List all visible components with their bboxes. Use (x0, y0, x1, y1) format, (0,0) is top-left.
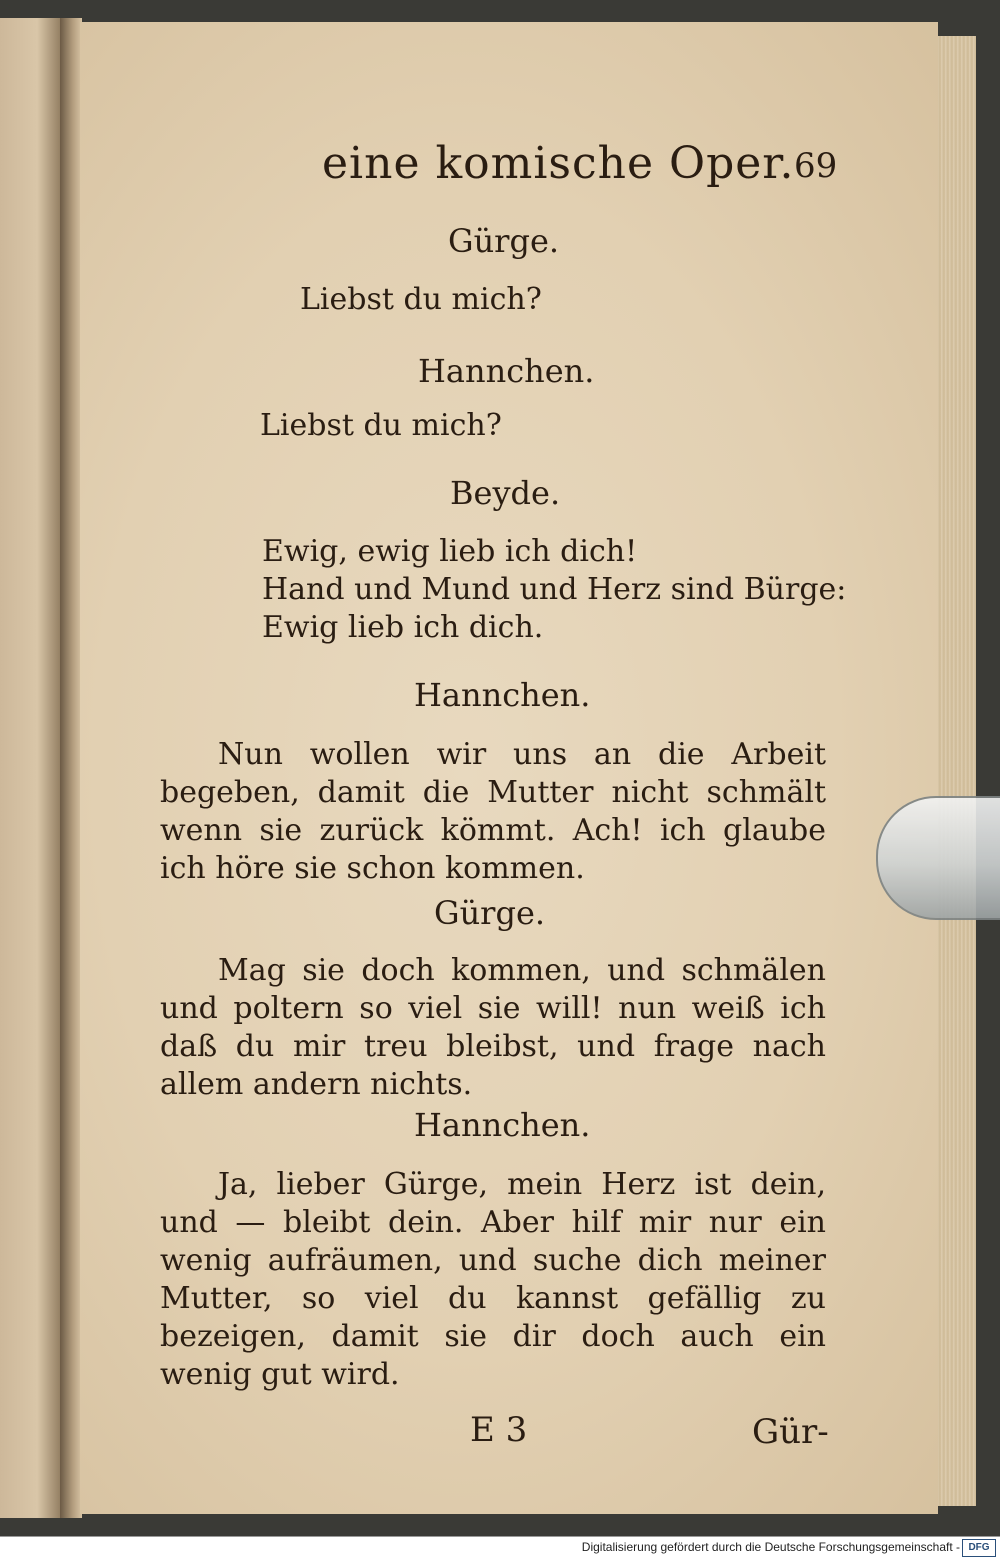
speaker-gurge-1: Gürge. (448, 222, 560, 260)
digitization-credit-bar (0, 1536, 1000, 1559)
verse-line-1: Ewig, ewig lieb ich dich! (262, 534, 638, 569)
catchword: Gür- (752, 1412, 829, 1452)
dfg-logo: DFG (962, 1539, 996, 1557)
speaker-hannchen-2: Hannchen. (414, 676, 591, 714)
speaker-beyde: Beyde. (450, 474, 561, 512)
signature-mark: E 3 (470, 1410, 528, 1450)
line-2: Liebst du mich? (260, 408, 502, 443)
speaker-gurge-2: Gürge. (434, 894, 546, 932)
paragraph-1 (160, 736, 826, 888)
left-page-edge (0, 18, 62, 1518)
thumb-tab (876, 796, 1000, 920)
page-number: 69 (794, 146, 838, 186)
paragraph-2-text: Mag sie doch kommen, und schmälen und poltern so viel sie will! nun weiß ich daß du mir treu bleibst, und frage nach allem andern nichts. (160, 953, 826, 1102)
dfg-credit-text: Digitalisierung gefördert durch die Deutsche Forschungsgemeinschaft - (581, 1540, 960, 1554)
paragraph-2 (160, 952, 826, 1104)
book-gutter (60, 18, 82, 1518)
paragraph-3 (160, 1166, 826, 1394)
speaker-hannchen-3: Hannchen. (414, 1106, 591, 1144)
running-head: eine komische Oper. (322, 138, 795, 189)
speaker-hannchen-1: Hannchen. (418, 352, 595, 390)
verse-line-3: Ewig lieb ich dich. (262, 610, 544, 645)
line-1: Liebst du mich? (300, 282, 542, 317)
paragraph-1-text: Nun wollen wir uns an die Arbeit begeben, damit die Mutter nicht schmält wenn sie zurück kömmt. Ach! ich glaube ich höre sie schon kommen. (160, 737, 826, 886)
verse-line-2: Hand und Mund und Herz sind Bürge: (262, 572, 847, 607)
paragraph-3-text: Ja, lieber Gürge, mein Herz ist dein, und — bleibt dein. Aber hilf mir nur ein wenig aufräumen, und suche dich meiner Mutter, so viel du kannst gefällig zu bezeigen, damit sie dir doch auch ein wenig gut wird. (160, 1167, 826, 1392)
